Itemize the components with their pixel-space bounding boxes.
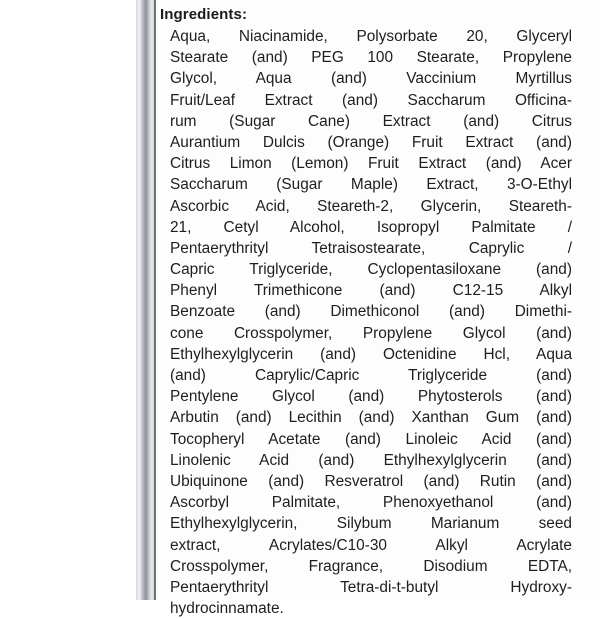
ingredient-line: Crosspolymer, Fragrance, Disodium EDTA, [170,557,572,575]
ingredient-line: Ethylhexylglycerin, Silybum Marianum seed [170,515,572,533]
ingredient-line: Phenyl Trimethicone (and) C12-15 Alkyl [170,282,572,300]
ingredient-line: Saccharum (Sugar Maple) Extract, 3-O-Ethyl [170,176,572,194]
ingredient-line: Benzoate (and) Dimethiconol (and) Dimethi- [170,303,572,321]
ingredient-line: Tocopheryl Acetate (and) Linoleic Acid (and) [170,430,572,448]
ingredient-line: Capric Triglyceride, Cyclopentasiloxane (and) [170,261,572,279]
ingredient-line: cone Crosspolymer, Propylene Glycol (and) [170,324,572,342]
ingredient-line: Fruit/Leaf Extract (and) Saccharum Officina- [170,91,572,109]
ingredient-line: Aqua, Niacinamide, Polysorbate 20, Glyceryl [170,28,572,45]
ingredient-line: Linolenic Acid (and) Ethylhexylglycerin (and) [170,451,572,469]
ingredient-line: (and) Caprylic/Capric Triglyceride (and) [170,367,572,384]
ingredient-line: Pentylene Glycol (and) Phytosterols (and) [170,388,572,406]
ingredient-line: Ascorbyl Palmitate, Phenoxyethanol (and) [170,494,572,512]
ingredient-line: Stearate (and) PEG 100 Stearate, Propylene [170,49,572,67]
ingredients-heading: Ingredients: [160,6,248,23]
ingredient-line: Aurantium Dulcis (Orange) Fruit Extract (and) [170,133,572,151]
ingredient-line: 21, Cetyl Alcohol, Isopropyl Palmitate / [170,218,572,236]
ingredient-line: Pentaerythrityl Tetraisostearate, Caprylic / [170,239,572,257]
ingredient-line: rum (Sugar Cane) Extract (and) Citrus [170,112,572,130]
package-edge-strip [136,0,154,600]
ingredient-line: Citrus Limon (Lemon) Fruit Extract (and) Acer [170,155,572,173]
ingredient-line: Glycol, Aqua (and) Vaccinium Myrtillus [170,70,572,88]
ingredient-line: extract, Acrylates/C10-30 Alkyl Acrylate [170,536,572,554]
ingredient-line: Pentaerythrityl Tetra-di-t-butyl Hydroxy- [170,578,572,596]
ingredient-line: Ubiquinone (and) Resveratrol (and) Rutin (and) [170,472,572,490]
ingredient-line: Ascorbic Acid, Steareth-2, Glycerin, Steareth- [170,197,572,215]
ingredient-line: Arbutin (and) Lecithin (and) Xanthan Gum (and) [170,409,572,427]
ingredient-line: Ethylhexylglycerin (and) Octenidine Hcl, Aqua [170,345,572,363]
ingredients-list [170,26,572,619]
ingredient-line: hydrocinnamate. [170,600,284,618]
